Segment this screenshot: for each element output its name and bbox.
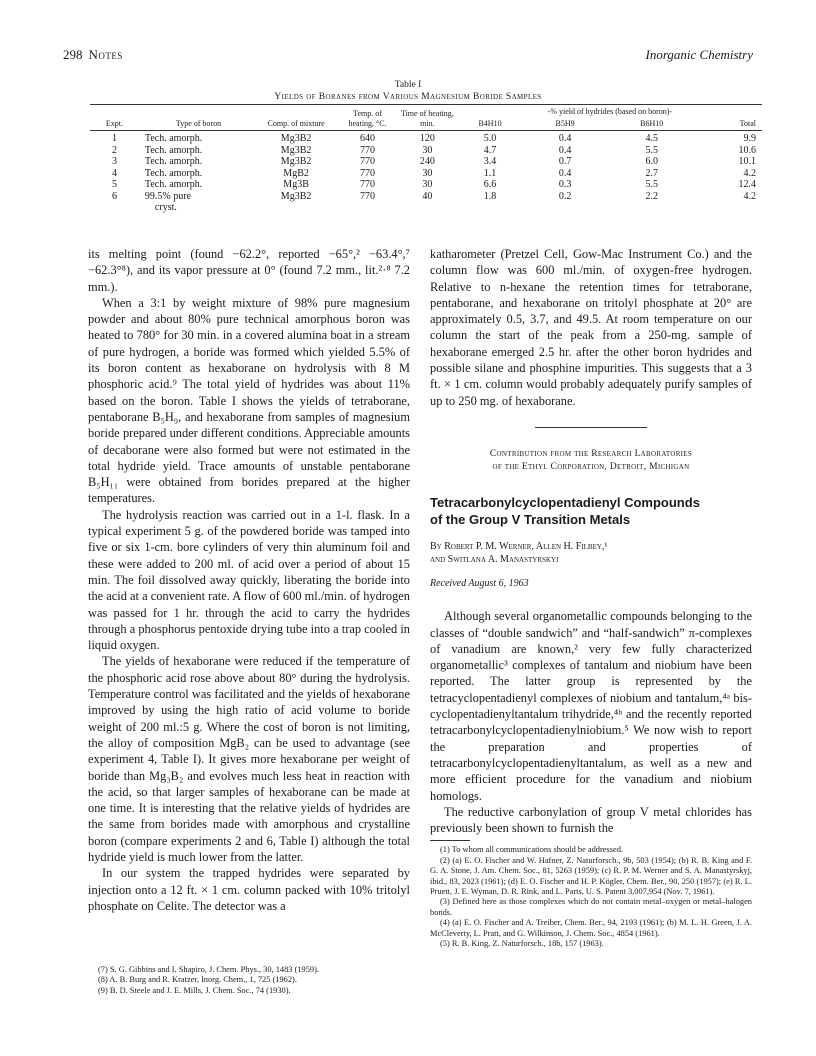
- cell-b4h10: 4.7: [483, 144, 497, 156]
- cell-temp: 640: [360, 133, 376, 144]
- cell-total: 10.6: [738, 144, 756, 156]
- cell-b4h10: 3.4: [483, 156, 497, 167]
- cell-b6h10: 4.5: [645, 133, 658, 144]
- cell-total: 4.2: [743, 190, 756, 202]
- journal-name: Inorganic Chemistry: [645, 47, 753, 62]
- cell-b6h10: 2.7: [645, 167, 658, 179]
- col-header-comp: Comp. of mixture: [267, 118, 325, 128]
- right-paragraph-2: Although several organometallic compounds belonging to the classes of “double sandwich” and “half-sandwich” π-complexes of vanadium are known,² very few fully characterized organometallic³ complexes of tantalum and niobium have been reported. The latter group is represented by the tetracyclopentadienyl complexes of niobium and tantalum,⁴ᵃ bis-cyclopentadienyltantalum trihydride,⁴ᵇ and the recently reported tetracarbonylcyclopentadienylniobium.⁵ We now wish to report the preparation and properties of tetracarbonylcyclopentadienyltantalum, as well as a new and more efficient procedure for the vanadium and niobium homologs.: [430, 609, 752, 803]
- affiliation-line-1: Contribution from the Research Laboratories: [489, 448, 693, 459]
- article-title-line-2: of the Group V Transition Metals: [430, 511, 631, 527]
- col-header-time: Time of heating, min.: [400, 109, 454, 128]
- article-authors: [430, 540, 752, 566]
- col-header-b6h10: B6H10: [640, 118, 664, 128]
- cell-temp: 770: [360, 190, 376, 202]
- cell-temp: 770: [360, 144, 376, 156]
- cell-type: Tech. amorph.: [144, 167, 203, 179]
- footnote-rule: [430, 840, 470, 841]
- footnote-4: (4) (a) E. O. Fischer and A. Treiber, Chem. Ber., 94, 2193 (1961); (b) M. L. H. Green, J. A. McCleverty, L. Pratt, and G. Wilkinson, J. Chem. Soc., 4854 (1961).: [430, 918, 752, 938]
- table-top-rule: [90, 104, 762, 105]
- table-header-row-1: [90, 107, 762, 119]
- footnote-2: (2) (a) E. O. Fischer and W. Hafner, Z. Naturforsch., 9b, 503 (1954); (b) R. B. King and F. G. A. Stone, J. Am. Chem. Soc., 81, 5263 (1959); (c) R. P. M. Werner and S. A. Manastyrskyj, ibid., 83, 2023 (1961); (d) E. O. Fischer and H. P. Kögler, Chem. Ber., 90, 250 (1957); (e) R. L. Pruett, J. E. Wyman, D. R. Rink, and L. Parts, U. S. Patent 3,007,954 (Nov. 7, 1961).: [430, 855, 752, 897]
- footnote-9: (9) B. D. Steele and J. E. Mills, J. Chem. Soc., 74 (1930).: [98, 985, 291, 995]
- table-row: [90, 191, 762, 214]
- table-row: [90, 133, 762, 145]
- cell-expt: 5: [111, 179, 117, 190]
- cell-total: 12.4: [738, 179, 756, 190]
- table-row: [90, 145, 762, 157]
- cell-b5h9: 0.4: [558, 167, 572, 179]
- cell-b4h10: 1.8: [483, 190, 497, 202]
- left-paragraph-2: When a 3:1 by weight mixture of 98% pure magnesium powder and about 80% pure technical amorphous boron was heated to 780° for 30 min. in a covered alumina boat in a stream of pure hydrogen, a boride was formed which yielded 5.5% of its boron content as hexaborane on hydrolysis with 8 M phosphoric acid.⁹ The total yield of hydrides was about 11% based on the boron. Table I shows the yields of tetraborane, pentaborane B₅H₉, and hexaborane from samples of magnesium boride prepared under different conditions. Appreciable amounts of decaborane were also formed but were not estimated in the total hydride yield. Trace amounts of unstable pentaborane B₅H₁₁ were obtained from borides prepared at the higher temperatures.: [88, 295, 410, 506]
- cell-time: 40: [422, 190, 433, 202]
- article-title-line-1: Tetracarbonylcyclopentadienyl Compounds: [430, 494, 700, 510]
- cell-type: Tech. amorph.: [144, 156, 203, 167]
- left-paragraph-1: its melting point (found −62.2°, reported −65°,² −63.4°,⁷ −62.3°⁸), and its vapor pressure at 0° (found 7.2 mm., lit.²·⁸ 7.2 mm.).: [88, 247, 410, 294]
- cell-temp: 770: [360, 167, 376, 179]
- right-paragraph-3: The reductive carbonylation of group V metal chlorides has previously been shown to furnish the: [430, 804, 752, 836]
- left-column: [88, 246, 410, 914]
- footnote-5: (5) R. B. King, Z. Naturforsch., 18b, 157 (1963).: [440, 939, 604, 949]
- cell-b6h10: 6.0: [645, 156, 658, 167]
- cell-time: 30: [422, 167, 433, 179]
- cell-comp: Mg3B: [283, 179, 309, 190]
- cell-type-line2: cryst.: [154, 202, 177, 213]
- article-title: [430, 494, 752, 528]
- right-column: [430, 246, 752, 949]
- table-title: Yields of Boranes from Various Magnesium Boride Samples: [274, 92, 542, 102]
- col-header-expt: Expt.: [105, 118, 124, 128]
- table-row: [90, 168, 762, 180]
- cell-b4h10: 6.6: [483, 179, 497, 190]
- footnote-1: (1) To whom all communications should be addressed.: [440, 845, 624, 855]
- cell-type-line1: 99.5% pure: [144, 190, 192, 202]
- cell-time: 240: [419, 156, 435, 167]
- cell-expt: 3: [111, 156, 117, 167]
- table-caption: [0, 79, 816, 103]
- right-paragraph-1: katharometer (Pretzel Cell, Gow-Mac Instrument Co.) and the column flow was 600 ml./min. of oxygen-free hydrogen. Relative to n-hexane the retention times for tetraborane, pentaborane, and hexaborane on tritolyl phosphate at 20° are approximately 0.5, 3.7, and 49.5. At room temperature on our column the start of the peak from a 250-mg. sample of hexaborane emerged 2.5 hr. after the other boron hydrides and possible silane and phosphine impurities. This suggests that a 3 ft. × 1 cm. column would probably adequately purify samples of up to 250 mg. of hexaborane.: [430, 247, 752, 408]
- running-head: [63, 47, 753, 67]
- cell-type: Tech. amorph.: [144, 133, 203, 144]
- cell-comp: Mg3B2: [280, 133, 312, 144]
- table-row: [90, 156, 762, 168]
- cell-type: Tech. amorph.: [144, 179, 203, 190]
- left-footnotes: [88, 965, 410, 996]
- cell-comp: Mg3B2: [280, 156, 312, 167]
- footnote-7: (7) S. G. Gibbins and I. Shapiro, J. Chem. Phys., 30, 1483 (1959).: [98, 965, 320, 974]
- section-name: Notes: [88, 47, 123, 62]
- affiliation-line-2: of the Ethyl Corporation, Detroit, Michigan: [492, 461, 690, 472]
- page-number: 298: [63, 47, 83, 62]
- col-header-total: Total: [739, 118, 756, 128]
- cell-comp: MgB2: [283, 167, 309, 179]
- cell-type: Tech. amorph.: [144, 144, 203, 156]
- cell-comp: Mg3B2: [280, 190, 312, 202]
- cell-expt: 4: [111, 167, 117, 179]
- left-paragraph-5: In our system the trapped hydrides were separated by injection onto a 12 ft. × 1 cm. column packed with 10% tritolyl phosphate on Celite. The detector was a: [88, 866, 410, 913]
- affiliation: [430, 448, 752, 474]
- cell-temp: 770: [360, 179, 376, 190]
- table-row: [90, 179, 762, 191]
- cell-expt: 2: [111, 144, 117, 156]
- cell-total: 4.2: [743, 167, 756, 179]
- cell-b4h10: 1.1: [483, 167, 497, 179]
- col-header-type: Type of boron: [175, 118, 222, 128]
- footnote-3: (3) Defined here as those complexes which do not contain metal–oxygen or metal–halogen bonds.: [430, 897, 752, 917]
- cell-b5h9: 0.4: [558, 144, 572, 156]
- cell-b6h10: 2.2: [645, 190, 658, 202]
- cell-comp: Mg3B2: [280, 144, 312, 156]
- cell-type: [139, 191, 254, 214]
- cell-expt: 6: [111, 190, 117, 202]
- footnote-8: (8) A. B. Burg and R. Kratzer, Inorg. Chem., 1, 725 (1962).: [98, 975, 297, 985]
- col-header-b5h9: B5H9: [555, 118, 575, 128]
- cell-total: 10.1: [738, 156, 756, 167]
- right-footnotes: [430, 845, 752, 949]
- section-divider: [535, 427, 647, 428]
- cell-time: 30: [422, 144, 433, 156]
- running-head-left: [63, 47, 123, 63]
- table-label: Table I: [394, 80, 422, 90]
- cell-b4h10: 5.0: [483, 133, 497, 144]
- col-header-b4h10: B4H10: [478, 118, 502, 128]
- cell-time: 30: [422, 179, 433, 190]
- received-date: Received August 6, 1963: [430, 577, 529, 589]
- cell-b6h10: 5.5: [645, 179, 658, 190]
- cell-b6h10: 5.5: [645, 144, 658, 156]
- cell-temp: 770: [360, 156, 376, 167]
- cell-time: 120: [419, 133, 435, 144]
- left-paragraph-3: The hydrolysis reaction was carried out in a 1-l. flask. In a typical experiment 5 g. of the powdered boride was tamped into five or six 1-cm. bore cylinders of very thin aluminum foil and these were added to 200 ml. of acid over a period of about 15 min. The foil dissolved away quickly, liberating the boride into the acid at a convenient rate. A flow of 600 ml./min. of hydrogen was passed for 1 hr. through the acid to carry the hydrides through a phosphorus pentoxide drying tube into a trap cooled in liquid oxygen.: [88, 507, 410, 653]
- cell-b5h9: 0.7: [558, 156, 572, 167]
- cell-b5h9: 0.4: [558, 133, 572, 144]
- borane-yields-table: [90, 107, 762, 214]
- col-header-yield-span: -% yield of hydrides (based on boron)-: [547, 107, 673, 116]
- cell-b5h9: 0.2: [558, 190, 572, 202]
- authors-line-1: By Robert P. M. Werner, Allen H. Filbey,¹: [430, 540, 608, 552]
- cell-b5h9: 0.3: [558, 179, 572, 190]
- left-paragraph-4: The yields of hexaborane were reduced if the temperature of the phosphoric acid rose above about 80° during the hydrolysis. Temperature control was facilitated and the yields of hexaborane improved by using the high ratio of acid volume to boride weight of 200 ml.:5 g. Where the cost of boron is not limiting, the alloy of composition MgB₂ can be used to advantage (see experiment 4, Table I). It gives more hexaborane per weight of boride than Mg₃B₂ and evolves much less heat in reaction with the acid, so that larger samples of hexaborane can be made at one time. It is interesting that the relative yields of hydrides are the same from borides made with amorphous and crystalline boron (compare experiments 2 and 6, Table I) although the total hydride yield is much lower from the latter.: [88, 654, 410, 864]
- cell-expt: 1: [111, 133, 117, 144]
- authors-line-2: and Switlana A. Manastyrskyj: [430, 553, 559, 565]
- col-header-temp: Temp. of heating, °C.: [348, 109, 387, 128]
- cell-total: 9.9: [743, 133, 756, 144]
